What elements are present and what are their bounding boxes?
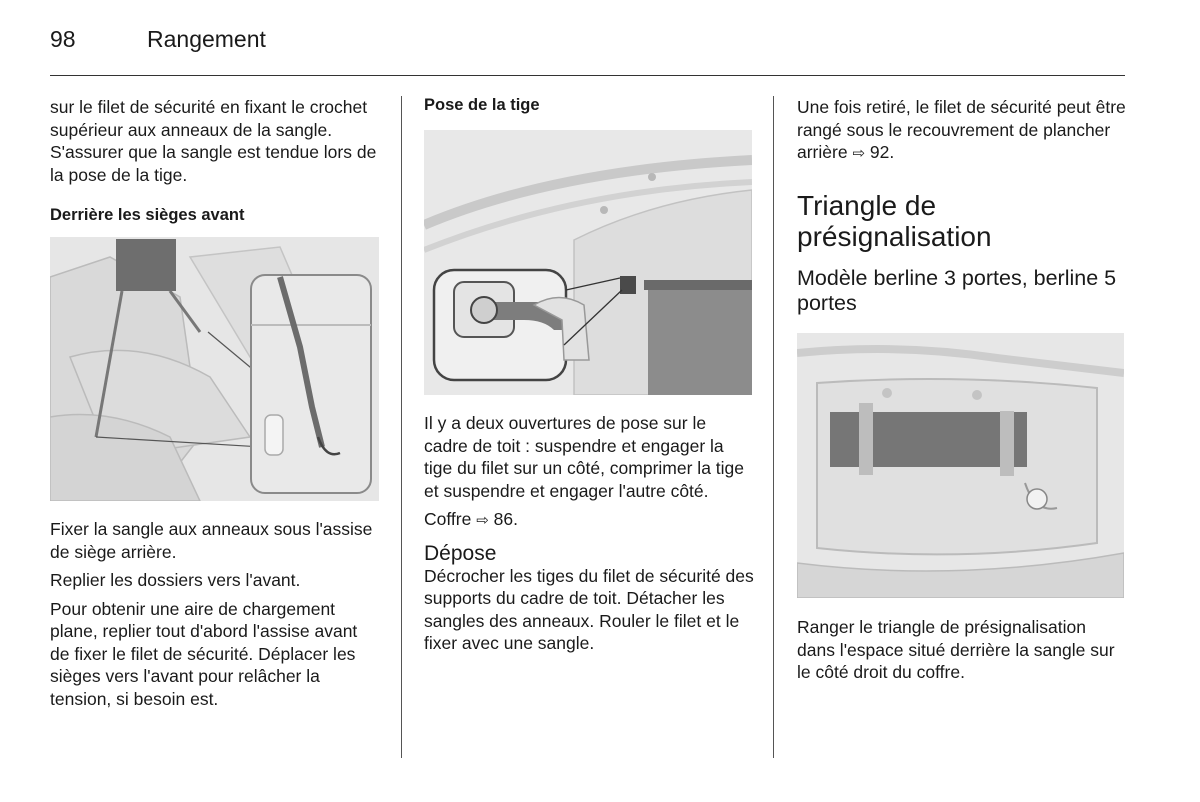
heading-depose: Dépose	[424, 541, 497, 565]
paragraph-two-openings: Il y a deux ouvertures de pose sur le cadre de toit : suspendre et engager la tige du filet sur un côté, comprimer la tige et suspendre et engager l'autre côté.	[424, 413, 745, 501]
xref-arrow-icon: ⇨	[476, 512, 489, 529]
heading-warning-triangle: Triangle de présignalisation	[797, 189, 992, 252]
paragraph-storage	[797, 96, 1127, 166]
section-title: Rangement	[147, 26, 266, 52]
subheading-rod-install: Pose de la tige	[424, 96, 540, 114]
paragraph-flat-load: Pour obtenir une aire de chargement plane, replier tout d'abord l'assise avant de fixer le filet de sécurité. Déplacer les sièges vers l'avant pour relâcher la tension, si besoin est.	[50, 598, 358, 709]
paragraph-attach-strap: Fixer la sangle aux anneaux sous l'assise de siège arrière.	[50, 519, 373, 562]
column-3	[797, 96, 1127, 316]
seat-strap-illustration	[50, 237, 379, 501]
paragraph-fold-seats: Replier les dossiers vers l'avant.	[50, 570, 301, 590]
column-1-lower	[50, 518, 380, 710]
paragraph-store-triangle: Ranger le triangle de présignalisation dans l'espace situé derrière la sangle sur le côté droit du coffre.	[797, 617, 1115, 682]
roof-rod-illustration	[424, 130, 752, 395]
storage-text: Une fois retiré, le filet de sécurité peut être rangé sous le recouvrement de plancher arrière	[797, 97, 1126, 162]
triangle-storage-illustration	[797, 333, 1124, 598]
column-divider-2	[773, 96, 774, 758]
xref-page[interactable]: 92.	[869, 142, 895, 162]
column-3-lower	[797, 616, 1127, 684]
page-number: 98	[50, 26, 76, 52]
column-divider-1	[401, 96, 402, 758]
subheading-model: Modèle berline 3 portes, berline 5 portes	[797, 265, 1117, 315]
column-2-lower	[424, 412, 754, 655]
header-divider	[50, 75, 1125, 76]
intro-text: sur le filet de sécurité en fixant le crochet supérieur aux anneaux de la sangle. S'assurer que la sangle est tendue lors de la pose de la tige.	[50, 97, 377, 185]
column-2	[424, 96, 754, 115]
paragraph-removal: Décrocher les tiges du filet de sécurité des supports du cadre de toit. Détacher les sangles des anneaux. Rouler le filet et le fixer avec une sangle.	[424, 565, 754, 653]
xref-coffre	[424, 508, 754, 533]
xref-page[interactable]: 86.	[493, 509, 518, 529]
xref-arrow-icon: ⇨	[852, 145, 866, 162]
xref-label: Coffre	[424, 509, 472, 529]
subheading-rear-seats: Derrière les sièges avant	[50, 206, 245, 224]
column-1	[50, 96, 380, 225]
